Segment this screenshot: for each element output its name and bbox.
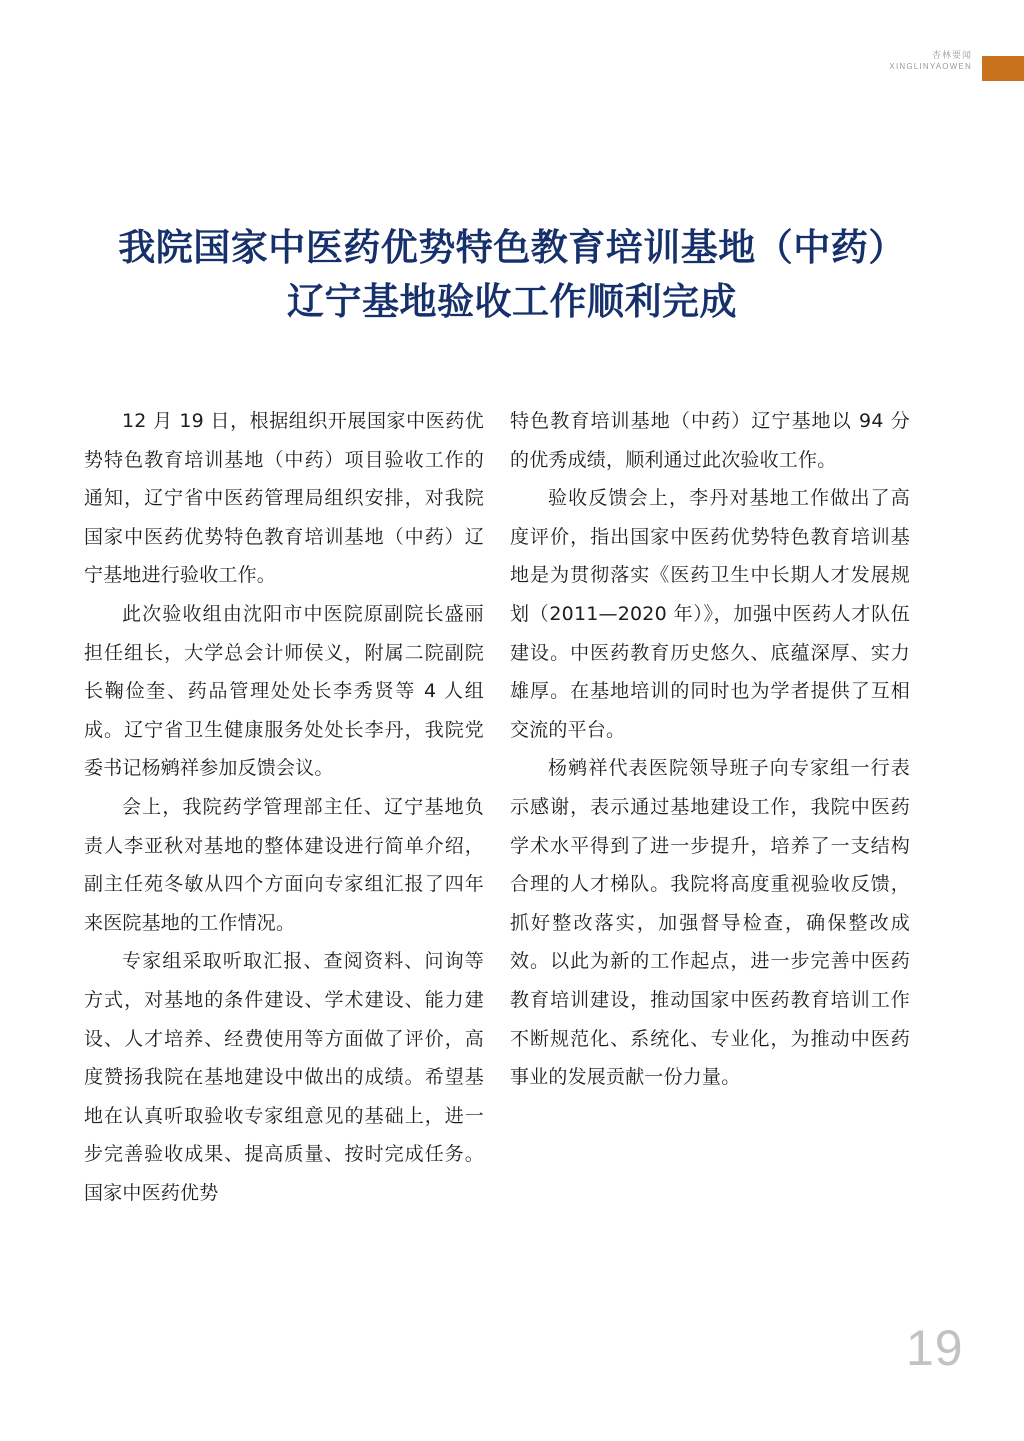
section-accent-bar xyxy=(982,56,1024,81)
section-name-pinyin: XINGLINYAOWEN xyxy=(889,62,972,71)
paragraph: 12 月 19 日，根据组织开展国家中医药优势特色教育培训基地（中药）项目验收工作的通知，辽宁省中医药管理局组织安排，对我院国家中医药优势特色教育培训基地（中药）辽宁基地进行验收工作。 xyxy=(84,410,484,587)
article-title xyxy=(40,220,984,328)
section-header xyxy=(889,50,972,72)
paragraph: 专家组采取听取汇报、查阅资料、问询等方式，对基地的条件建设、学术建设、能力建设、人才培养、经费使用等方面做了评价，高度赞扬我院在基地建设中做出的成绩。希望基地在认真听取验收专家组意见的基础上，进一步完善验收成果、提高质量、按时完成任务。国家中医药优势 xyxy=(84,950,484,1204)
paragraph: 验收反馈会上，李丹对基地工作做出了高度评价，指出国家中医药优势特色教育培训基地是为贯彻落实《医药卫生中长期人才发展规划（2011—2020 年）》，加强中医药人才队伍建设。中医药教育历史悠久、底蕴深厚、实力雄厚。在基地培训的同时也为学者提供了互相交流的平台。 xyxy=(510,487,910,741)
paragraph: 会上，我院药学管理部主任、辽宁基地负责人李亚秋对基地的整体建设进行简单介绍，副主任苑冬敏从四个方面向专家组汇报了四年来医院基地的工作情况。 xyxy=(84,795,484,934)
article-title-line-2: 辽宁基地验收工作顺利完成 xyxy=(287,279,737,323)
paragraph-continued: 特色教育培训基地（中药）辽宁基地以 94 分的优秀成绩，顺利通过此次验收工作。 xyxy=(510,410,910,471)
page-number: 19 xyxy=(906,1320,964,1376)
article-title-line-1: 我院国家中医药优势特色教育培训基地（中药） xyxy=(118,225,906,269)
paragraph: 此次验收组由沈阳市中医院原副院长盛丽担任组长，大学总会计师侯义，附属二院副院长鞠俭奎、药品管理处处长李秀贤等 4 人组成。辽宁省卫生健康服务处处长李丹，我院党委书记杨鹓祥参加反馈会议。 xyxy=(84,602,484,780)
article-column-left xyxy=(84,402,484,1212)
article-column-right xyxy=(510,402,910,1097)
section-name: 杏林要闻 xyxy=(931,51,972,61)
paragraph: 杨鹓祥代表医院领导班子向专家组一行表示感谢，表示通过基地建设工作，我院中医药学术水平得到了进一步提升，培养了一支结构合理的人才梯队。我院将高度重视验收反馈，抓好整改落实，加强督导检查，确保整改成效。以此为新的工作起点，进一步完善中医药教育培训建设，推动国家中医药教育培训工作不断规范化、系统化、专业化，为推动中医药事业的发展贡献一份力量。 xyxy=(510,757,910,1089)
